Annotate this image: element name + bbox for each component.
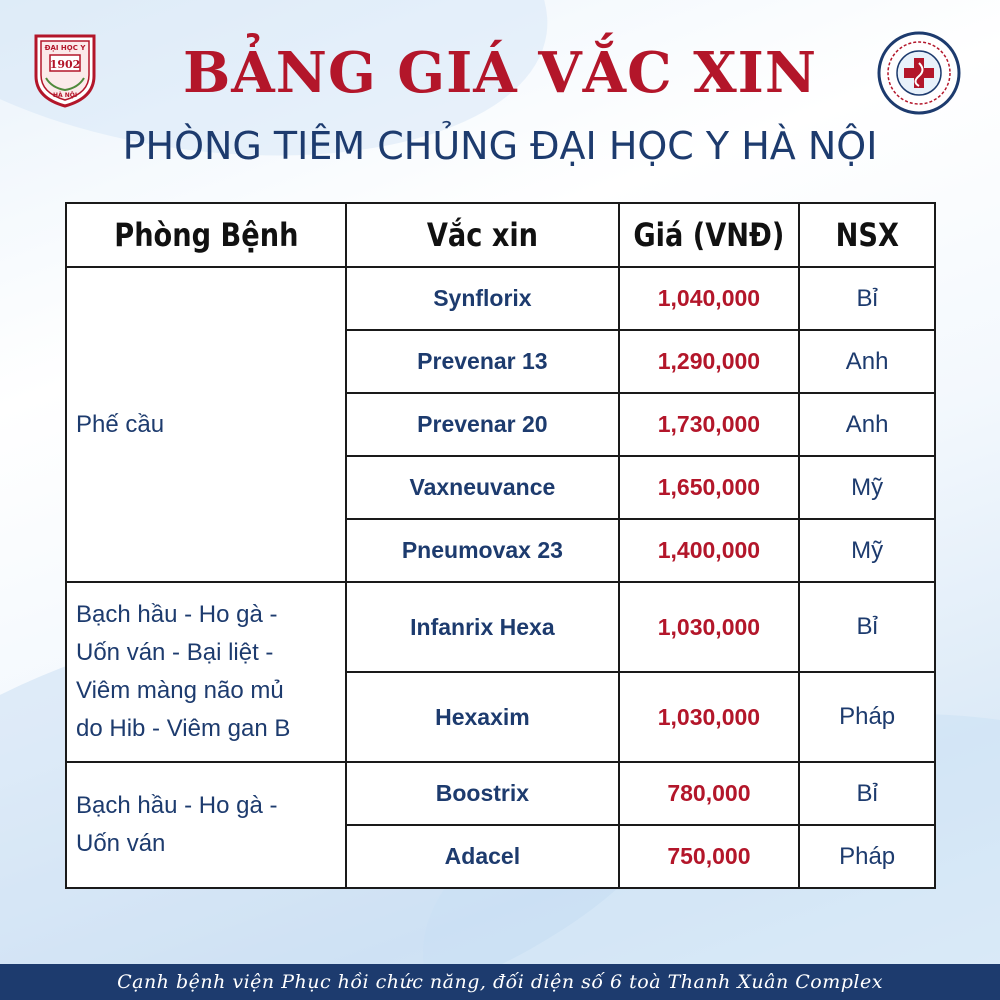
disease-cell (66, 582, 346, 762)
vaccine-price: 1,030,000 (619, 672, 800, 762)
vaccine-name: Pneumovax 23 (346, 519, 618, 582)
column-header-origin: NSX (799, 203, 935, 267)
table-row (66, 582, 935, 672)
footer-address: Cạnh bệnh viện Phục hồi chức năng, đối diện số 6 toà Thanh Xuân Complex (0, 964, 1000, 1000)
vaccine-price: 1,400,000 (619, 519, 800, 582)
vaccine-price: 750,000 (619, 825, 800, 888)
vaccine-name: Prevenar 13 (346, 330, 618, 393)
vaccine-origin: Bỉ (799, 762, 935, 825)
disease-line: Uốn ván (76, 830, 166, 857)
disease-line: Bạch hầu - Ho gà - (76, 792, 278, 819)
vaccine-name: Vaxneuvance (346, 456, 618, 519)
table-row (66, 267, 935, 330)
table-header-row (66, 203, 935, 267)
vaccine-name: Adacel (346, 825, 618, 888)
vaccine-name: Boostrix (346, 762, 618, 825)
vaccine-price: 1,290,000 (619, 330, 800, 393)
vaccine-price: 1,730,000 (619, 393, 800, 456)
disease-line: Uốn ván - Bại liệt - (76, 639, 274, 666)
vaccine-name: Hexaxim (346, 672, 618, 762)
crest-year: 1902 (49, 58, 81, 71)
disease-line: do Hib - Viêm gan B (76, 715, 291, 742)
vaccine-price-table (65, 202, 936, 889)
disease-cell (66, 762, 346, 888)
crest-bottom-text: HÀ NỘI (52, 92, 78, 99)
vaccine-price: 1,650,000 (619, 456, 800, 519)
column-header-disease: Phòng Bệnh (66, 203, 346, 267)
vaccine-origin: Bỉ (799, 267, 935, 330)
vaccine-origin: Anh (799, 330, 935, 393)
vaccine-name: Prevenar 20 (346, 393, 618, 456)
table-row (66, 762, 935, 825)
vaccine-origin: Mỹ (799, 456, 935, 519)
vaccine-origin: Pháp (799, 672, 935, 762)
crest-top-text: ĐẠI HỌC Y (44, 44, 86, 52)
column-header-vaccine: Vắc xin (346, 203, 618, 267)
disease-line: Viêm màng não mủ (76, 677, 284, 704)
vaccine-price: 1,030,000 (619, 582, 800, 672)
vaccine-origin: Mỹ (799, 519, 935, 582)
column-header-price: Giá (VNĐ) (619, 203, 800, 267)
page-subtitle: PHÒNG TIÊM CHỦNG ĐẠI HỌC Y HÀ NỘI (122, 124, 878, 168)
vaccine-price: 780,000 (619, 762, 800, 825)
page-title: BẢNG GIÁ VẮC XIN (182, 40, 818, 106)
vaccine-origin: Pháp (799, 825, 935, 888)
vaccine-name: Infanrix Hexa (346, 582, 618, 672)
vaccine-price: 1,040,000 (619, 267, 800, 330)
vaccine-origin: Anh (799, 393, 935, 456)
disease-line: Bạch hầu - Ho gà - (76, 601, 278, 628)
vaccine-name: Synflorix (346, 267, 618, 330)
disease-cell: Phế cầu (66, 267, 346, 582)
vaccine-origin: Bỉ (799, 582, 935, 672)
